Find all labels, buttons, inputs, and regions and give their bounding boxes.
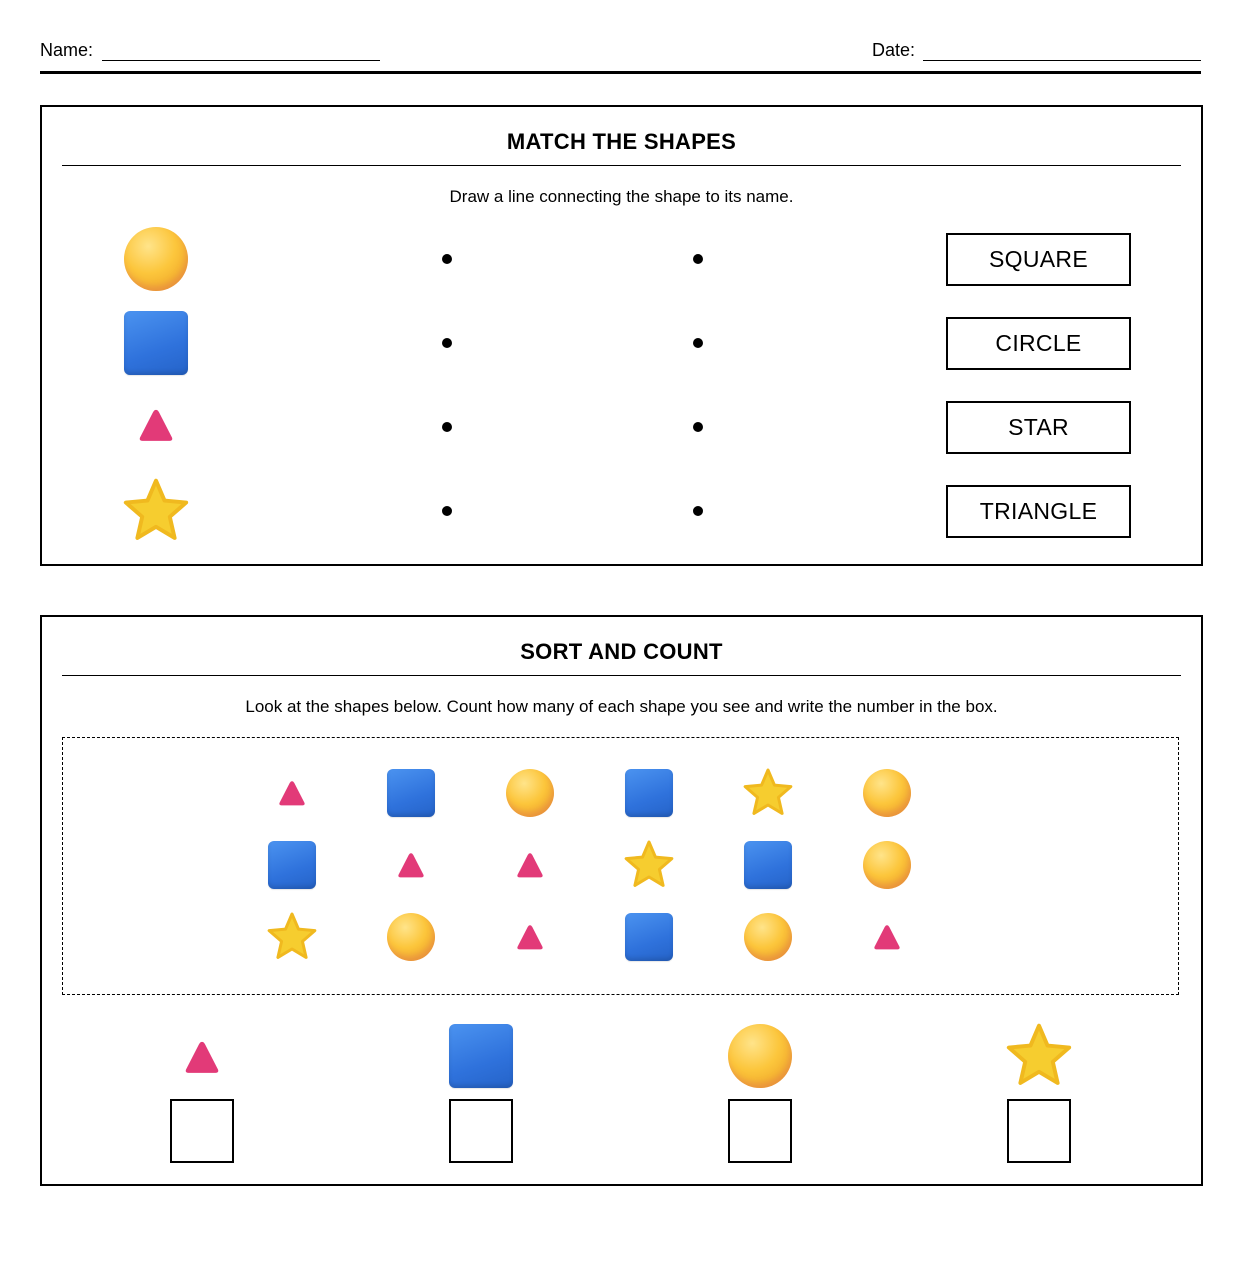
date-field[interactable] xyxy=(923,60,1201,61)
right-dot[interactable] xyxy=(693,254,703,264)
square-shape xyxy=(124,311,188,375)
triangle-shape xyxy=(184,1039,220,1075)
shape-name-box: CIRCLE xyxy=(946,317,1131,370)
name-field[interactable] xyxy=(102,60,380,61)
star-shape xyxy=(743,768,793,818)
triangle-shape xyxy=(138,407,174,443)
triangle-shape xyxy=(873,923,901,951)
sort-section-title: SORT AND COUNT xyxy=(520,639,723,664)
circle-shape xyxy=(863,769,911,817)
right-dot[interactable] xyxy=(693,506,703,516)
shape-name-box: STAR xyxy=(946,401,1131,454)
left-dot[interactable] xyxy=(442,506,452,516)
circle-shape xyxy=(863,841,911,889)
right-dot[interactable] xyxy=(693,422,703,432)
square-shape xyxy=(387,769,435,817)
square-shape xyxy=(625,769,673,817)
star-shape xyxy=(1006,1023,1072,1089)
triangle-shape xyxy=(516,851,544,879)
square-shape xyxy=(744,841,792,889)
star-shape xyxy=(267,912,317,962)
square-shape xyxy=(268,841,316,889)
date-label: Date: xyxy=(872,40,916,60)
match-instruction: Draw a line connecting the shape to its name. xyxy=(449,187,794,206)
circle-shape xyxy=(728,1024,792,1088)
circle-shape xyxy=(506,769,554,817)
circle-shape xyxy=(387,913,435,961)
triangle-shape xyxy=(397,851,425,879)
triangle-shape xyxy=(278,779,306,807)
star-shape xyxy=(624,840,674,890)
sort-instruction: Look at the shapes below. Count how many of each shape you see and write the number in the box. xyxy=(245,697,998,716)
sort-count-section xyxy=(40,615,1203,1186)
match-section-title: MATCH THE SHAPES xyxy=(506,129,737,154)
circle-shape xyxy=(124,227,188,291)
square-shape xyxy=(449,1024,513,1088)
left-dot[interactable] xyxy=(442,254,452,264)
shape-collection-area xyxy=(62,737,1179,995)
star-shape xyxy=(123,478,189,544)
circle-shape xyxy=(744,913,792,961)
count-answer-box[interactable] xyxy=(170,1099,234,1163)
left-dot[interactable] xyxy=(442,338,452,348)
sort-title-divider xyxy=(62,675,1181,676)
name-label: Name: xyxy=(40,40,94,60)
count-answer-box[interactable] xyxy=(1007,1099,1071,1163)
header-divider xyxy=(40,71,1201,74)
shape-name-box: TRIANGLE xyxy=(946,485,1131,538)
match-shapes-section xyxy=(40,105,1203,566)
count-answer-box[interactable] xyxy=(728,1099,792,1163)
triangle-shape xyxy=(516,923,544,951)
shape-name-box: SQUARE xyxy=(946,233,1131,286)
right-dot[interactable] xyxy=(693,338,703,348)
match-title-divider xyxy=(62,165,1181,166)
count-answer-box[interactable] xyxy=(449,1099,513,1163)
square-shape xyxy=(625,913,673,961)
left-dot[interactable] xyxy=(442,422,452,432)
